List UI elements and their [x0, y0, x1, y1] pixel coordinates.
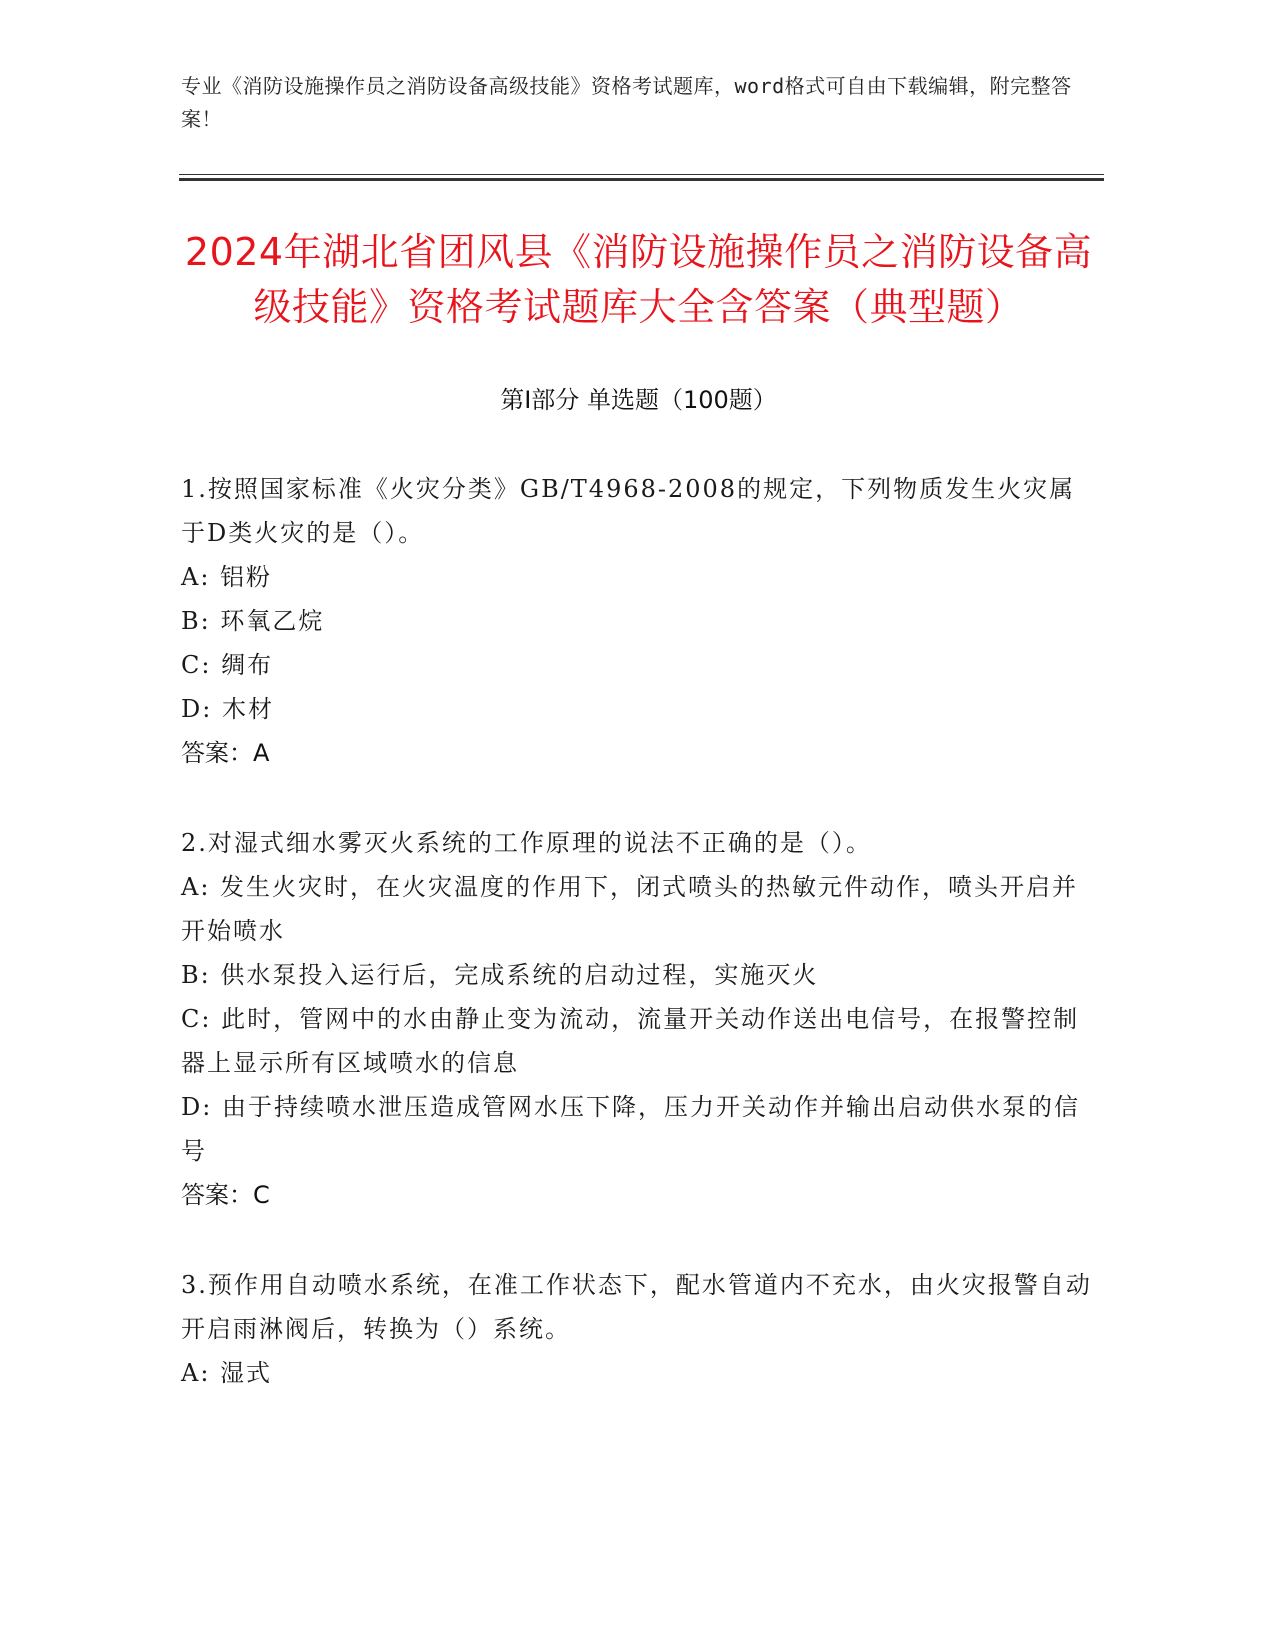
question-option: C: 此时，管网中的水由静止变为流动，流量开关动作送出电信号，在报警控制器上显示所有区域喷水的信息: [181, 1005, 1080, 1077]
question-list: [181, 467, 1096, 1395]
question-option: A: 湿式: [181, 1359, 273, 1387]
question-stem: 1.按照国家标准《火灾分类》GB/T4968-2008的规定，下列物质发生火灾属于D类火灾的是（）。: [181, 475, 1076, 547]
question-stem: 3.预作用自动喷水系统，在准工作状态下，配水管道内不充水，由火灾报警自动开启雨淋阀后，转换为（）系统。: [181, 1271, 1092, 1343]
document-page: [181, 70, 1096, 1441]
question-option: C: 绸布: [181, 651, 274, 679]
question-option: D: 由于持续喷水泄压造成管网水压下降，压力开关动作并输出启动供水泵的信号: [181, 1093, 1080, 1165]
document-title: 2024年湖北省团风县《消防设施操作员之消防设备高级技能》资格考试题库大全含答案（典型题）: [184, 230, 1093, 329]
question-option: B: 供水泵投入运行后，完成系统的启动过程，实施灭火: [181, 961, 819, 989]
question-item: [181, 467, 1096, 775]
divider-thick-line: [179, 178, 1104, 181]
question-option: A: 发生火灾时，在火灾温度的作用下，闭式喷头的热敏元件动作，喷头开启并开始喷水: [181, 873, 1079, 945]
question-answer: 答案：C: [181, 1181, 270, 1209]
question-answer: 答案：A: [181, 739, 270, 767]
question-option: D: 木材: [181, 695, 274, 723]
section-heading: 第I部分 单选题（100题）: [500, 386, 777, 414]
question-option: A: 铝粉: [181, 563, 273, 591]
question-option: B: 环氧乙烷: [181, 607, 325, 635]
header-divider: [179, 174, 1104, 181]
divider-thin-line: [179, 174, 1104, 175]
question-item: [181, 821, 1096, 1217]
question-item: [181, 1263, 1096, 1395]
question-stem: 2.对湿式细水雾灭火系统的工作原理的说法不正确的是（）。: [181, 829, 872, 857]
header-note: 专业《消防设施操作员之消防设备高级技能》资格考试题库，word格式可自由下载编辑，附完整答案！: [181, 74, 1072, 131]
